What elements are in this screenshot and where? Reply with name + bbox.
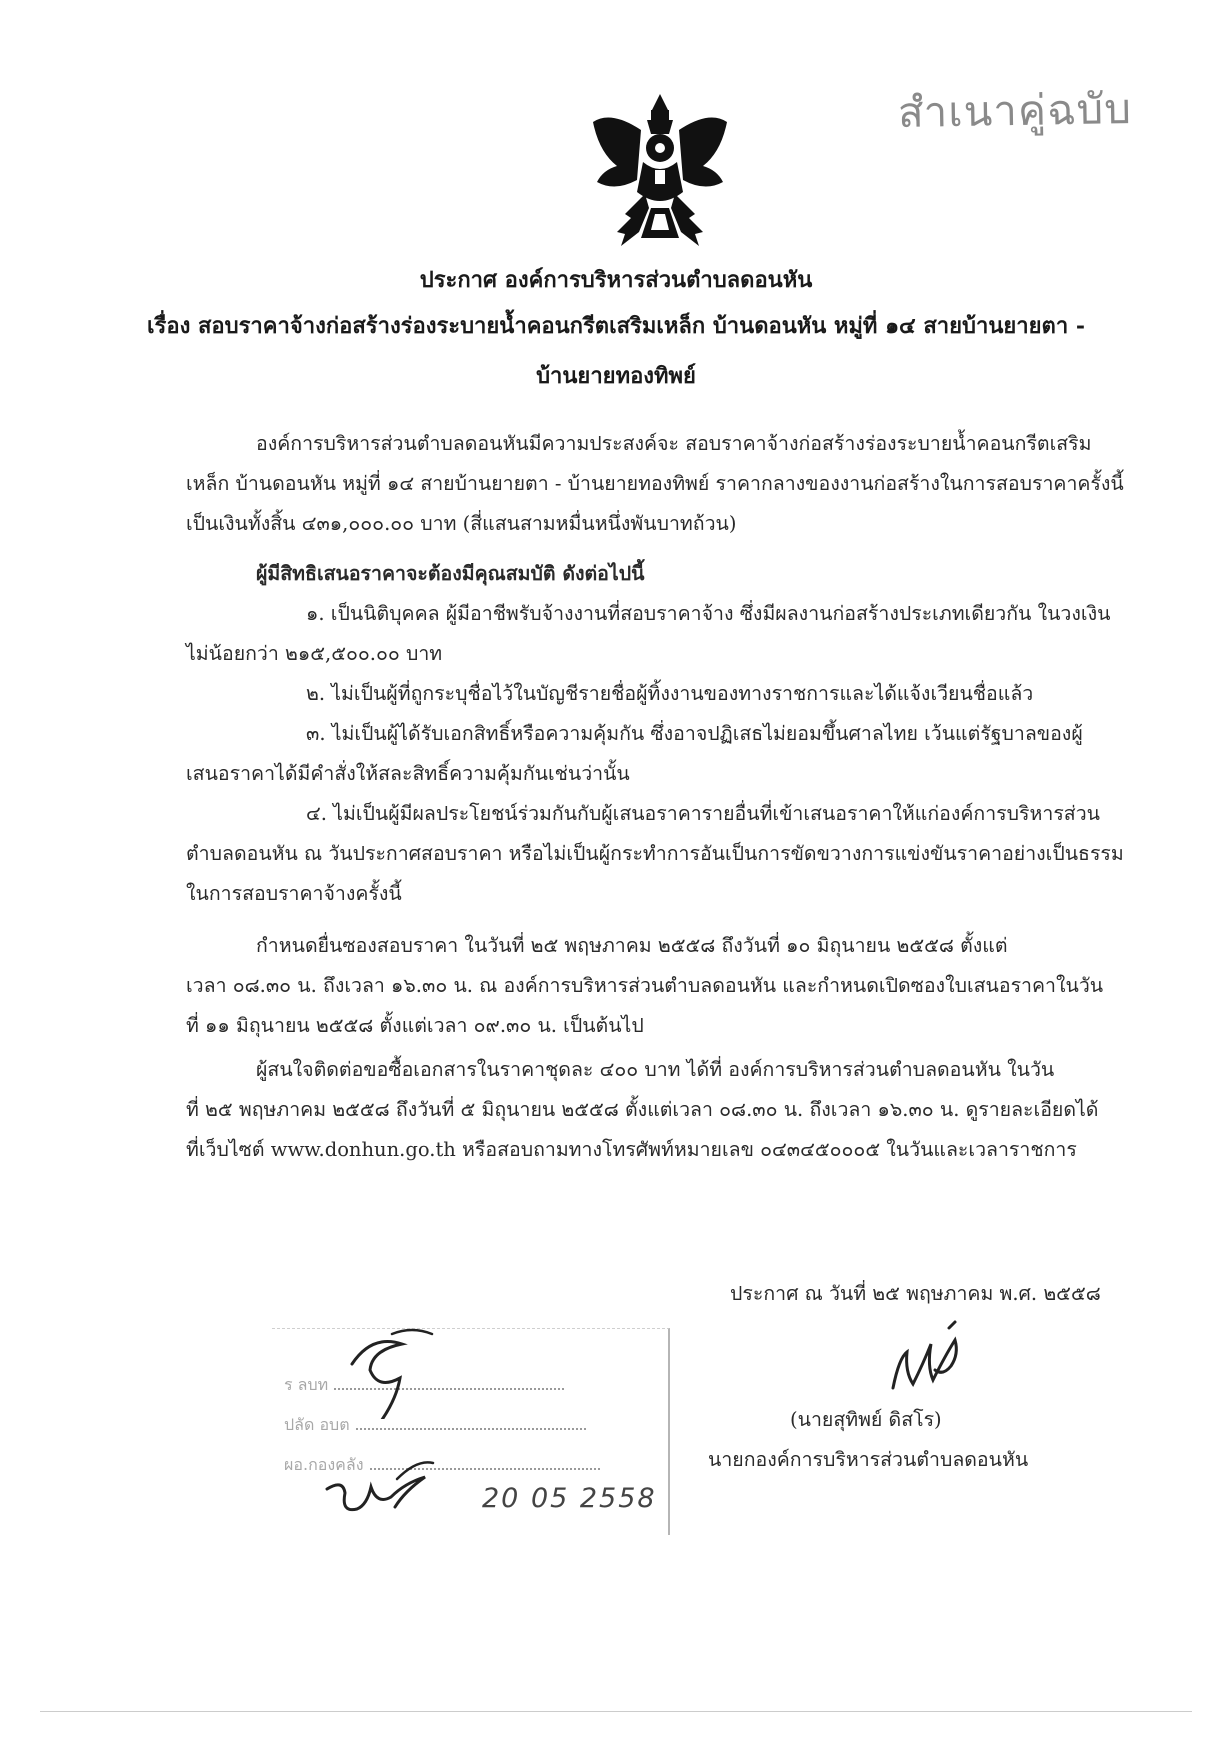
qualification-item-3: ๓. ไม่เป็นผู้ได้รับเอกสิทธิ์หรือความคุ้มกัน ซึ่งอาจปฏิเสธไม่ยอมขึ้นศาลไทย เว้นแต่รัฐบาลของผู้ [306, 722, 1083, 745]
announcement-subject-cont: บ้านยายทองทิพย์ [536, 363, 696, 389]
qualification-item-4-cont: ในการสอบราคาจ้างครั้งนี้ [186, 882, 402, 905]
contact-line: ผู้สนใจติดต่อขอซื้อเอกสารในราคาชุดละ ๔๐๐ บาท ได้ที่ องค์การบริหารส่วนตำบลดอนหัน ในวัน [256, 1058, 1055, 1081]
contact-line: ที่ ๒๕ พฤษภาคม ๒๕๕๘ ถึงวันที่ ๕ มิถุนายน ๒๕๕๘ ตั้งแต่เวลา ๐๘.๓๐ น. ถึงเวลา ๑๖.๓๐ น. ดูรายละเอียดได้ [186, 1098, 1099, 1121]
qualification-item-1-cont: ไม่น้อยกว่า ๒๑๕,๕๐๐.๐๐ บาท [186, 642, 443, 665]
contact-paragraph [186, 1050, 1126, 1170]
intro-line: เหล็ก บ้านดอนหัน หมู่ที่ ๑๔ สายบ้านยายตา - บ้านยายทองทิพย์ ราคากลางของงานก่อสร้างในการสอบราคาครั้งนี้ [186, 472, 1124, 495]
mayor-signature [875, 1318, 995, 1398]
qualification-item-2: ๒. ไม่เป็นผู้ที่ถูกระบุชื่อไว้ในบัญชีรายชื่อผู้ทิ้งงานของทางราชการและได้แจ้งเวียนชื่อแล้ว [306, 682, 1034, 705]
deadline-line: ที่ ๑๑ มิถุนายน ๒๕๕๘ ตั้งแต่เวลา ๐๙.๓๐ น. เป็นต้นไป [186, 1014, 644, 1037]
qualification-item-1: ๑. เป็นนิติบุคคล ผู้มีอาชีพรับจ้างงานที่สอบราคาจ้าง ซึ่งมีผลงานก่อสร้างประเภทเดียวกัน ในวงเงิน [306, 602, 1111, 625]
deadline-paragraph [186, 926, 1126, 1046]
routing-label: ปลัด อบต [284, 1415, 350, 1434]
deadline-line: กำหนดยื่นซองสอบราคา ในวันที่ ๒๕ พฤษภาคม ๒๕๕๘ ถึงวันที่ ๑๐ มิถุนายน ๒๕๕๘ ตั้งแต่ [256, 934, 1008, 957]
scan-bottom-edge [40, 1711, 1192, 1712]
qualification-item-4-cont: ตำบลดอนหัน ณ วันประกาศสอบราคา หรือไม่เป็นผู้กระทำการอันเป็นการขัดขวางการแข่งขันราคาอย่างเป็นธรรม [186, 842, 1124, 865]
announcement-subject: เรื่อง สอบราคาจ้างก่อสร้างร่องระบายน้ำคอนกรีตเสริมเหล็ก บ้านดอนหัน หมู่ที่ ๑๔ สายบ้านยายตา - [147, 313, 1085, 339]
routing-approval-stamp [272, 1328, 670, 1535]
announcement-date: ประกาศ ณ วันที่ ๒๕ พฤษภาคม พ.ศ. ๒๕๕๘ [730, 1282, 1101, 1305]
routing-label: ร ลบท [284, 1375, 329, 1394]
qualifications-title: ผู้มีสิทธิเสนอราคาจะต้องมีคุณสมบัติ ดังต่อไปนี้ [256, 562, 645, 585]
intro-line: องค์การบริหารส่วนตำบลดอนหันมีความประสงค์จะ สอบราคาจ้างก่อสร้างร่องระบายน้ำคอนกรีตเสริม [256, 432, 1092, 455]
signatory-name: (นายสุทิพย์ ดิสโร) [790, 1408, 942, 1431]
routing-finance-signature [317, 1449, 477, 1529]
routing-label: ผอ.กองคลัง [284, 1455, 364, 1474]
deadline-line: เวลา ๐๘.๓๐ น. ถึงเวลา ๑๖.๓๐ น. ณ องค์การบริหารส่วนตำบลดอนหัน และกำหนดเปิดซองใบเสนอราคาในวัน [186, 974, 1104, 997]
copy-stamp: สำเนาคู่ฉบับ [897, 83, 1133, 138]
routing-date: 20 05 2558 [482, 1483, 657, 1514]
qualifications-list [186, 594, 1126, 914]
routing-initial-signature [332, 1324, 442, 1419]
intro-line: เป็นเงินทั้งสิ้น ๔๓๑,๐๐๐.๐๐ บาท (สี่แสนสามหมื่นหนึ่งพันบาทถ้วน) [186, 512, 737, 535]
signatory-title: นายกองค์การบริหารส่วนตำบลดอนหัน [708, 1448, 1029, 1471]
garuda-emblem-icon [585, 90, 735, 255]
intro-paragraph [186, 424, 1126, 544]
qualifications-heading [186, 554, 1126, 594]
qualification-item-4: ๔. ไม่เป็นผู้มีผลประโยชน์ร่วมกันกับผู้เสนอราคารายอื่นที่เข้าเสนอราคาให้แก่องค์การบริหารส่วน [306, 802, 1100, 825]
contact-line: ที่เว็บไซต์ www.donhun.go.th หรือสอบถามทางโทรศัพท์หมายเลข ๐๔๓๔๕๐๐๐๕ ในวันและเวลาราชการ [186, 1138, 1077, 1161]
qualification-item-3-cont: เสนอราคาได้มีคำสั่งให้สละสิทธิ์ความคุ้มกันเช่นว่านั้น [186, 762, 630, 785]
announcement-title: ประกาศ องค์การบริหารส่วนตำบลดอนหัน [419, 267, 813, 293]
